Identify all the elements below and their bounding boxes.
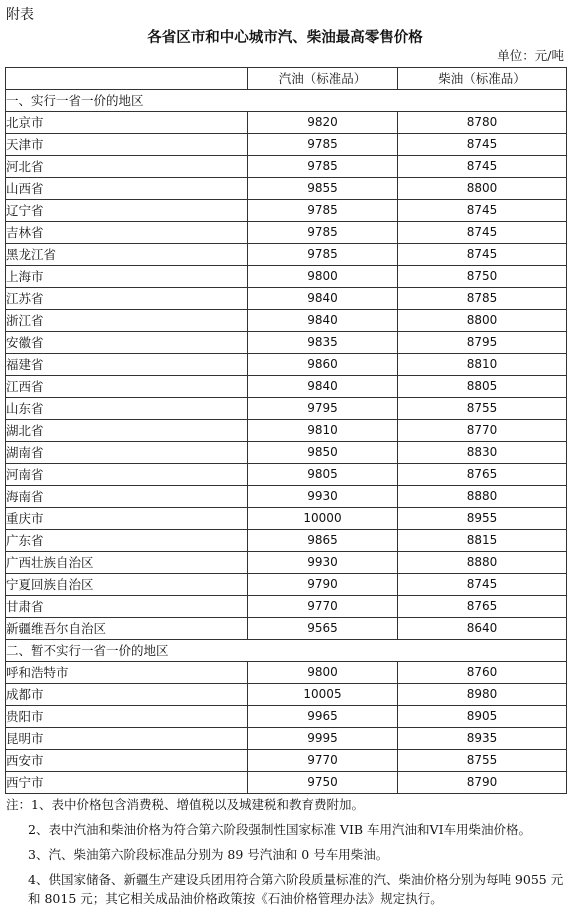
region-name: 山西省 [6, 178, 248, 200]
note-2: 2、表中汽油和柴油价格为符合第六阶段强制性国家标准 VIB 车用汽油和VI车用柴油价格。 [28, 822, 532, 837]
table-row [6, 288, 567, 310]
table-row [6, 728, 567, 750]
diesel-price: 8750 [398, 266, 567, 288]
table-row [6, 310, 567, 332]
gasoline-price: 9785 [248, 200, 398, 222]
region-name: 浙江省 [6, 310, 248, 332]
price-table [5, 67, 567, 794]
gasoline-price: 9840 [248, 376, 398, 398]
section-heading: 二、暂不实行一省一价的地区 [6, 640, 567, 662]
region-name: 湖北省 [6, 420, 248, 442]
gasoline-price: 9855 [248, 178, 398, 200]
diesel-price: 8880 [398, 552, 567, 574]
region-name: 河南省 [6, 464, 248, 486]
diesel-price: 8760 [398, 662, 567, 684]
diesel-price: 8880 [398, 486, 567, 508]
diesel-price: 8955 [398, 508, 567, 530]
region-name: 吉林省 [6, 222, 248, 244]
table-row [6, 486, 567, 508]
diesel-price: 8815 [398, 530, 567, 552]
diesel-price: 8780 [398, 112, 567, 134]
region-name: 湖南省 [6, 442, 248, 464]
table-row [6, 266, 567, 288]
diesel-price: 8795 [398, 332, 567, 354]
region-name: 上海市 [6, 266, 248, 288]
diesel-price: 8905 [398, 706, 567, 728]
gasoline-price: 10000 [248, 508, 398, 530]
table-row [6, 530, 567, 552]
note-4: 4、供国家储备、新疆生产建设兵团用符合第六阶段质量标准的汽、柴油价格分别为每吨 9055 元和 8015 元；其它相关成品油价格政策按《石油价格管理办法》规定执行。 [28, 872, 564, 906]
diesel-price: 8770 [398, 420, 567, 442]
table-row [6, 596, 567, 618]
diesel-price: 8745 [398, 574, 567, 596]
region-name: 成都市 [6, 684, 248, 706]
table-row [6, 442, 567, 464]
region-name: 江西省 [6, 376, 248, 398]
table-row [6, 508, 567, 530]
diesel-price: 8935 [398, 728, 567, 750]
table-row [6, 574, 567, 596]
region-name: 江苏省 [6, 288, 248, 310]
note-3: 3、汽、柴油第六阶段标准品分别为 89 号汽油和 0 号车用柴油。 [28, 847, 389, 862]
region-name: 山东省 [6, 398, 248, 420]
table-row [6, 134, 567, 156]
gasoline-price: 9965 [248, 706, 398, 728]
table-row [6, 178, 567, 200]
header-diesel: 柴油（标准品） [398, 68, 567, 90]
diesel-price: 8745 [398, 222, 567, 244]
table-row [6, 552, 567, 574]
diesel-price: 8745 [398, 156, 567, 178]
table-row [6, 420, 567, 442]
table-row [6, 706, 567, 728]
region-name: 黑龙江省 [6, 244, 248, 266]
gasoline-price: 9860 [248, 354, 398, 376]
gasoline-price: 9820 [248, 112, 398, 134]
table-row [6, 662, 567, 684]
gasoline-price: 9930 [248, 486, 398, 508]
gasoline-price: 9795 [248, 398, 398, 420]
table-row [6, 684, 567, 706]
unit-label: 单位：元/吨 [497, 48, 564, 63]
table-row [6, 222, 567, 244]
price-table-body [6, 90, 567, 794]
region-name: 呼和浩特市 [6, 662, 248, 684]
diesel-price: 8640 [398, 618, 567, 640]
table-row [6, 618, 567, 640]
gasoline-price: 9750 [248, 772, 398, 794]
gasoline-price: 9770 [248, 750, 398, 772]
region-name: 北京市 [6, 112, 248, 134]
region-name: 海南省 [6, 486, 248, 508]
note-1: 注：1、表中价格包含消费税、增值税以及城建税和教育费附加。 [6, 797, 364, 812]
diesel-price: 8785 [398, 288, 567, 310]
gasoline-price: 9840 [248, 310, 398, 332]
section-heading-row [6, 640, 567, 662]
diesel-price: 8755 [398, 750, 567, 772]
gasoline-price: 9785 [248, 244, 398, 266]
gasoline-price: 9930 [248, 552, 398, 574]
region-name: 广西壮族自治区 [6, 552, 248, 574]
table-row [6, 376, 567, 398]
diesel-price: 8765 [398, 464, 567, 486]
region-name: 新疆维吾尔自治区 [6, 618, 248, 640]
region-name: 重庆市 [6, 508, 248, 530]
diesel-price: 8980 [398, 684, 567, 706]
region-name: 河北省 [6, 156, 248, 178]
section-heading-row [6, 90, 567, 112]
gasoline-price: 9835 [248, 332, 398, 354]
table-row [6, 200, 567, 222]
gasoline-price: 9770 [248, 596, 398, 618]
table-row [6, 398, 567, 420]
table-row [6, 332, 567, 354]
diesel-price: 8830 [398, 442, 567, 464]
table-row [6, 112, 567, 134]
region-name: 宁夏回族自治区 [6, 574, 248, 596]
gasoline-price: 9785 [248, 156, 398, 178]
region-name: 贵阳市 [6, 706, 248, 728]
table-row [6, 354, 567, 376]
gasoline-price: 9850 [248, 442, 398, 464]
gasoline-price: 9800 [248, 266, 398, 288]
diesel-price: 8745 [398, 200, 567, 222]
header-gasoline: 汽油（标准品） [248, 68, 398, 90]
diesel-price: 8745 [398, 134, 567, 156]
header-name [6, 68, 248, 90]
diesel-price: 8790 [398, 772, 567, 794]
gasoline-price: 9785 [248, 222, 398, 244]
table-row [6, 464, 567, 486]
gasoline-price: 9995 [248, 728, 398, 750]
table-row [6, 156, 567, 178]
notes [6, 795, 566, 908]
appendix-label: 附表 [6, 7, 34, 23]
gasoline-price: 9865 [248, 530, 398, 552]
gasoline-price: 9840 [248, 288, 398, 310]
section-heading: 一、实行一省一价的地区 [6, 90, 567, 112]
diesel-price: 8800 [398, 310, 567, 332]
table-row [6, 244, 567, 266]
gasoline-price: 9785 [248, 134, 398, 156]
diesel-price: 8800 [398, 178, 567, 200]
table-header-row [6, 68, 567, 90]
gasoline-price: 9805 [248, 464, 398, 486]
diesel-price: 8810 [398, 354, 567, 376]
region-name: 辽宁省 [6, 200, 248, 222]
gasoline-price: 9800 [248, 662, 398, 684]
gasoline-price: 9810 [248, 420, 398, 442]
region-name: 天津市 [6, 134, 248, 156]
table-row [6, 750, 567, 772]
region-name: 昆明市 [6, 728, 248, 750]
diesel-price: 8745 [398, 244, 567, 266]
gasoline-price: 9790 [248, 574, 398, 596]
page-title: 各省区市和中心城市汽、柴油最高零售价格 [147, 30, 423, 46]
diesel-price: 8755 [398, 398, 567, 420]
region-name: 安徽省 [6, 332, 248, 354]
region-name: 西宁市 [6, 772, 248, 794]
gasoline-price: 10005 [248, 684, 398, 706]
gasoline-price: 9565 [248, 618, 398, 640]
diesel-price: 8805 [398, 376, 567, 398]
region-name: 西安市 [6, 750, 248, 772]
region-name: 甘肃省 [6, 596, 248, 618]
table-row [6, 772, 567, 794]
region-name: 福建省 [6, 354, 248, 376]
region-name: 广东省 [6, 530, 248, 552]
diesel-price: 8765 [398, 596, 567, 618]
